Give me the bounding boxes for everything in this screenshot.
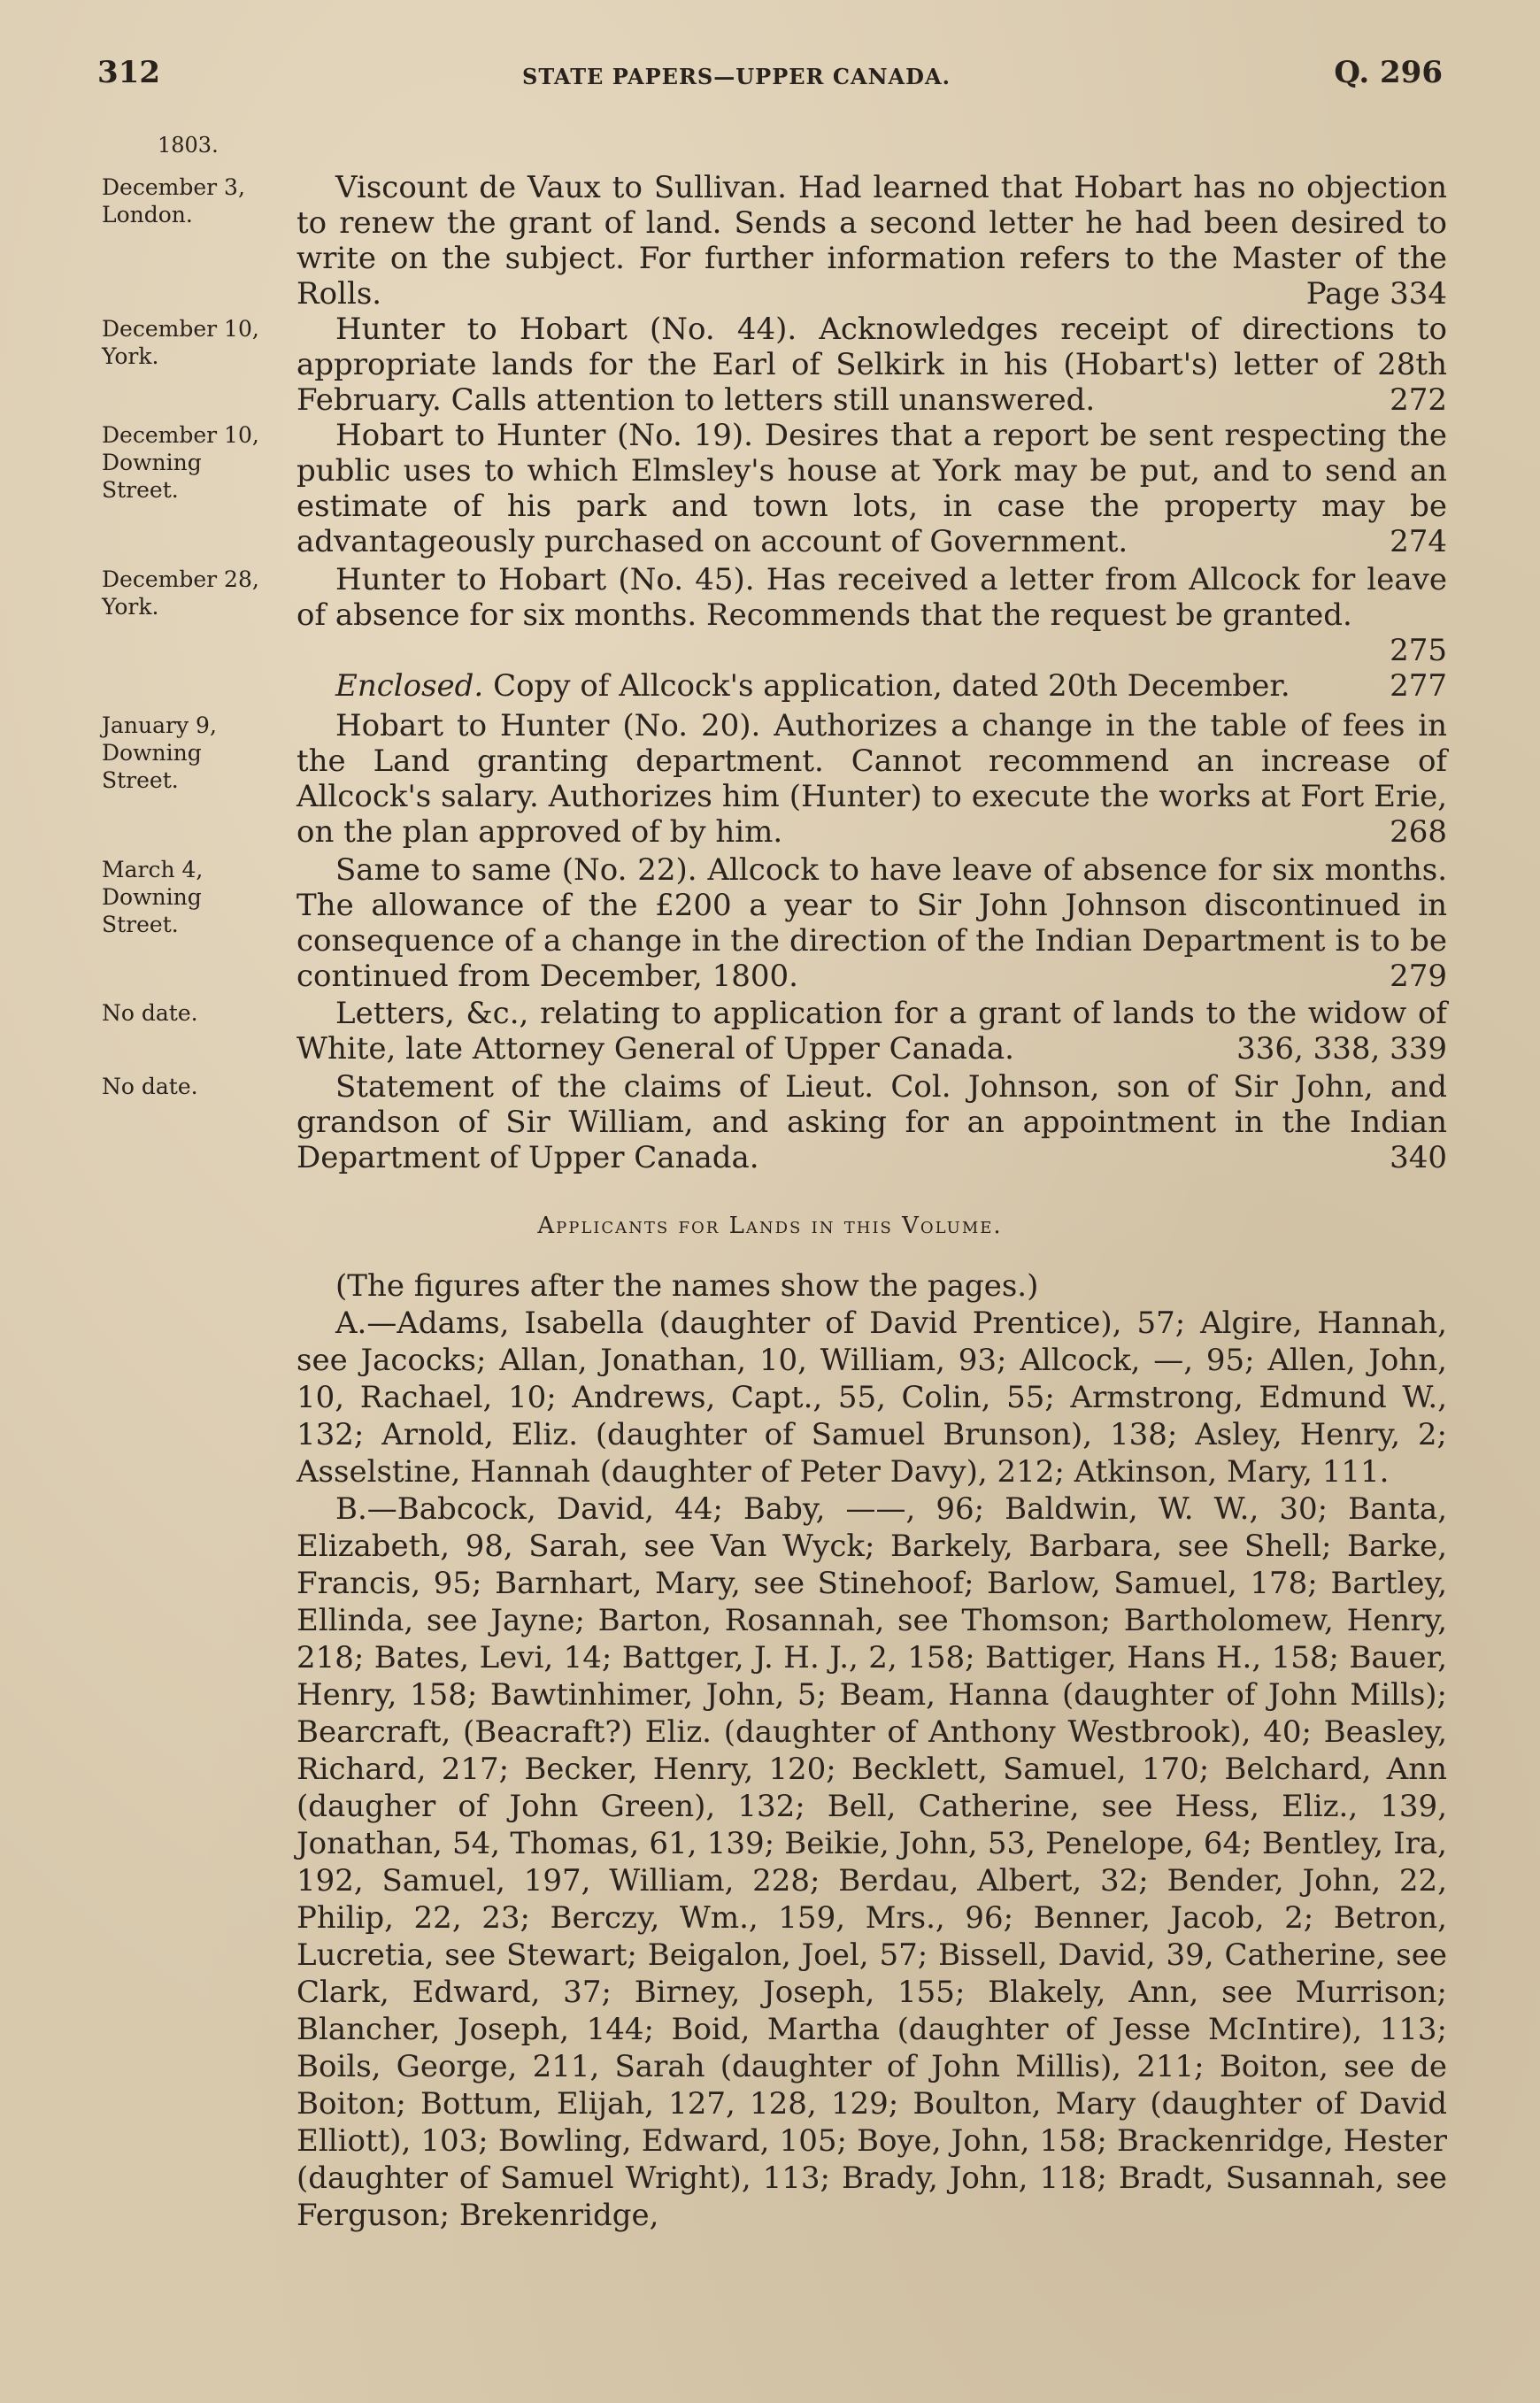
entry-summary: Hobart to Hunter (No. 20). Authorizes a change in the table of fees in the Land granting department. Cannot recommend an increase of Allcock's salary. Authorizes him (Hunter) to execute the works at Fort Erie, on the plan approved of by him.: [296, 708, 1447, 850]
page-reference: 336, 338, 339: [1236, 1031, 1447, 1067]
entry-date: December 10, Downing Street.: [102, 422, 259, 503]
entry-summary: Copy of Allcock's application, dated 20th December.: [493, 668, 1290, 704]
entry-text: [296, 418, 1447, 559]
page-reference: 272: [1390, 382, 1447, 418]
entry-date: March 4, Downing Street.: [102, 857, 204, 937]
entry-date: December 28, York.: [102, 566, 259, 620]
applicants-note: (The figures after the names show the pages.): [335, 1268, 1039, 1304]
entry-summary: Same to same (No. 22). Allcock to have leave of absence for six months. The allowance of the £200 a year to Sir John Johnson discontinued in consequence of a change in the direction of the Indian Department is to be continued from December, 1800.: [296, 852, 1447, 994]
page-reference: 275: [1390, 633, 1447, 668]
enclosed-label: Enclosed.: [335, 668, 484, 704]
entry-text: [296, 312, 1447, 418]
entry-summary: Hunter to Hobart (No. 44). Acknowledges receipt of directions to appropriate lands for the Earl of Selkirk in his (Hobart's) letter of 28th February. Calls attention to letters still unanswered.: [296, 312, 1447, 418]
applicants-b-section: B.—Babcock, David, 44; Baby, ——, 96; Baldwin, W. W., 30; Banta, Elizabeth, 98, Sarah, see Van Wyck; Barkely, Barbara, see Shell; Barke, Francis, 95; Barnhart, Mary, see Stinehoof; Barlow, Samuel, 178; Bartley, Ellinda, see Jayne; Barton, Rosannah, see Thomson; Bartholomew, Henry, 218; Bates, Levi, 14; Battger, J. H. J., 2, 158; Battiger, Hans H., 158; Bauer, Henry, 158; Bawtinhimer, John, 5; Beam, Hanna (daughter of John Mills); Bearcraft, (Beacraft?) Eliz. (daughter of Anthony Westbrook), 40; Beasley, Richard, 217; Becker, Henry, 120; Becklett, Samuel, 170; Belchard, Ann (daugher of John Green), 132; Bell, Catherine, see Hess, Eliz., 139, Jonathan, 54, Thomas, 61, 139; Beikie, John, 53, Penelope, 64; Bentley, Ira, 192, Samuel, 197, William, 228; Berdau, Albert, 32; Bender, John, 22, Philip, 22, 23; Berczy, Wm., 159, Mrs., 96; Benner, Jacob, 2; Betron, Lucretia, see Stewart; Beigalon, Joel, 57; Bissell, David, 39, Catherine, see Clark, Edward, 37; Birney, Joseph, 155; Blakely, Ann, see Murrison; Blancher, Joseph, 144; Boid, Martha (daughter of Jesse McIntire), 113; Boils, George, 211, Sarah (daughter of John Millis), 211; Boiton, see de Boiton; Bottum, Elijah, 127, 128, 129; Boulton, Mary (daughter of David Elliott), 103; Bowling, Edward, 105; Boye, John, 158; Brackenridge, Hester (daughter of Samuel Wright), 113; Brady, John, 118; Bradt, Susannah, see Ferguson; Brekenridge,: [296, 1491, 1447, 2233]
entry-summary: Statement of the claims of Lieut. Col. Johnson, son of Sir John, and grandson of Sir William, and asking for an appointment in the Indian Department of Upper Canada.: [296, 1069, 1447, 1175]
entry-date: December 3, London.: [102, 174, 245, 227]
page-reference: 277: [1390, 668, 1447, 704]
year-heading: 1803.: [158, 133, 219, 158]
applicants-list: [296, 1267, 1447, 2234]
entry-text: [296, 668, 1447, 704]
running-header: [97, 55, 1443, 99]
entry-date: January 9, Downing Street.: [102, 712, 217, 793]
page-reference: Page 334: [1305, 276, 1447, 312]
section-title: [0, 1213, 1540, 1239]
volume-reference: Q. 296: [1334, 55, 1443, 90]
running-title: STATE PAPERS—UPPER CANADA.: [522, 64, 951, 89]
entry-text: [296, 852, 1447, 994]
entry-summary: Viscount de Vaux to Sullivan. Had learned that Hobart has no objection to renew the grant of land. Sends a second letter he had been desired to write on the subject. For further information refers to the Master of the Rolls.: [296, 170, 1447, 312]
page-number: 312: [97, 55, 160, 90]
entry-summary: Hobart to Hunter (No. 19). Desires that a report be sent respecting the public uses to which Elmsley's house at York may be put, and to send an estimate of his park and town lots, in case the property may be advantageously purchased on account of Government.: [296, 418, 1447, 559]
entry-summary: Hunter to Hobart (No. 45). Has received a letter from Allcock for leave of absence for six months. Recommends that the request be granted.: [296, 562, 1447, 633]
entry-date: No date.: [102, 1074, 198, 1099]
entry-summary: Letters, &c., relating to application for a grant of lands to the widow of White, late Attorney General of Upper Canada.: [296, 996, 1447, 1067]
page-reference: 274: [1390, 524, 1447, 559]
page-reference: 268: [1390, 814, 1447, 850]
entry-text: [296, 708, 1447, 850]
applicants-title: Applicants for Lands in this Volume.: [537, 1213, 1003, 1239]
entry-text: [296, 996, 1447, 1067]
applicants-a-section: A.—Adams, Isabella (daughter of David Prentice), 57; Algire, Hannah, see Jacocks; Allan, Jonathan, 10, William, 93; Allcock, —, 95; Allen, John, 10, Rachael, 10; Andrews, Capt., 55, Colin, 55; Armstrong, Edmund W., 132; Arnold, Eliz. (daughter of Samuel Brunson), 138; Asley, Henry, 2; Asselstine, Hannah (daughter of Peter Davy), 212; Atkinson, Mary, 111.: [296, 1305, 1447, 1490]
page-reference: 279: [1390, 959, 1447, 994]
entry-text: [296, 1069, 1447, 1175]
entry-text: [296, 170, 1447, 312]
entry-date: No date.: [102, 1000, 198, 1026]
page-reference: 340: [1390, 1140, 1447, 1175]
entry-date: December 10, York.: [102, 316, 259, 369]
entry-text: [296, 562, 1447, 668]
